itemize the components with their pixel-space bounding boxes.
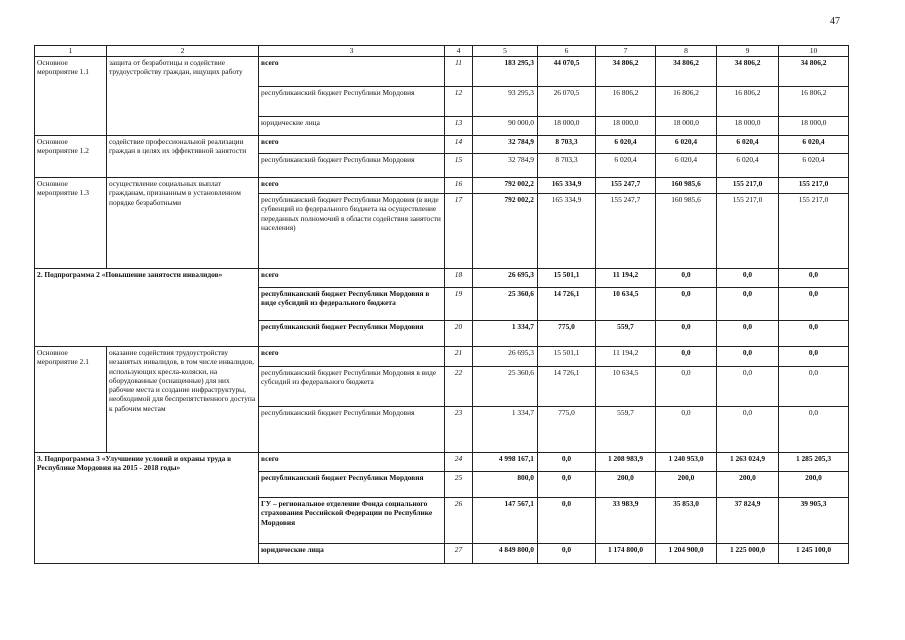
value-cell: 155 247,7 <box>596 194 656 269</box>
value-cell: 0,0 <box>717 269 779 288</box>
row-number: 13 <box>445 117 473 136</box>
value-cell: 16 806,2 <box>656 87 717 117</box>
value-cell: 15 501,1 <box>538 347 596 367</box>
value-cell: 6 020,4 <box>779 154 849 178</box>
value-cell: 14 726,1 <box>538 288 596 321</box>
value-cell: 1 225 000,0 <box>717 544 779 564</box>
value-cell: 8 703,3 <box>538 154 596 178</box>
funding-source: республиканский бюджет Республики Мордовия <box>259 407 445 453</box>
value-cell: 1 240 953,0 <box>656 453 717 472</box>
value-cell: 25 360,6 <box>473 288 538 321</box>
header-cell: 8 <box>656 46 717 57</box>
value-cell: 16 806,2 <box>596 87 656 117</box>
value-cell: 34 806,2 <box>779 57 849 87</box>
value-cell: 1 204 900,0 <box>656 544 717 564</box>
value-cell: 0,0 <box>717 407 779 453</box>
row-number: 27 <box>445 544 473 564</box>
value-cell: 155 247,7 <box>596 178 656 194</box>
value-cell: 1 285 205,3 <box>779 453 849 472</box>
value-cell: 0,0 <box>779 269 849 288</box>
funding-source: всего <box>259 178 445 194</box>
value-cell: 0,0 <box>656 347 717 367</box>
value-cell: 0,0 <box>717 367 779 407</box>
row-number: 20 <box>445 321 473 347</box>
table-row <box>35 178 849 194</box>
funding-source: всего <box>259 269 445 288</box>
value-cell: 6 020,4 <box>596 136 656 154</box>
value-cell: 183 295,3 <box>473 57 538 87</box>
row-number: 18 <box>445 269 473 288</box>
value-cell: 160 985,6 <box>656 178 717 194</box>
value-cell: 1 174 800,0 <box>596 544 656 564</box>
value-cell: 155 217,0 <box>779 178 849 194</box>
row-number: 15 <box>445 154 473 178</box>
value-cell: 6 020,4 <box>779 136 849 154</box>
funding-source: республиканский бюджет Республики Мордовия <box>259 472 445 498</box>
value-cell: 16 806,2 <box>779 87 849 117</box>
value-cell: 0,0 <box>538 453 596 472</box>
activity-description: содействие профессиональной реализации граждан в целях их эффективной занятости <box>107 136 259 178</box>
funding-source: всего <box>259 347 445 367</box>
value-cell: 200,0 <box>779 472 849 498</box>
value-cell: 33 983,9 <box>596 498 656 544</box>
value-cell: 200,0 <box>596 472 656 498</box>
value-cell: 18 000,0 <box>717 117 779 136</box>
row-number: 12 <box>445 87 473 117</box>
page-number: 47 <box>830 16 840 27</box>
value-cell: 34 806,2 <box>717 57 779 87</box>
header-row <box>35 46 849 57</box>
value-cell: 37 824,9 <box>717 498 779 544</box>
header-cell: 6 <box>538 46 596 57</box>
value-cell: 25 360,6 <box>473 367 538 407</box>
funding-source: республиканский бюджет Республики Мордовия <box>259 87 445 117</box>
value-cell: 39 905,3 <box>779 498 849 544</box>
value-cell: 0,0 <box>656 367 717 407</box>
subprogram-title: 2. Подпрограмма 2 «Повышение занятости инвалидов» <box>35 269 259 347</box>
funding-source: юридические лица <box>259 544 445 564</box>
activity-description: осуществление социальных выплат гражданам, признанным в установленном порядке безработными <box>107 178 259 269</box>
value-cell: 200,0 <box>717 472 779 498</box>
row-number: 17 <box>445 194 473 269</box>
value-cell: 775,0 <box>538 321 596 347</box>
value-cell: 6 020,4 <box>717 136 779 154</box>
row-number: 22 <box>445 367 473 407</box>
row-number: 14 <box>445 136 473 154</box>
value-cell: 6 020,4 <box>717 154 779 178</box>
value-cell: 0,0 <box>779 347 849 367</box>
value-cell: 0,0 <box>656 407 717 453</box>
value-cell: 6 020,4 <box>656 136 717 154</box>
activity-description: оказание содействия трудоустройству незанятых инвалидов, в том числе инвалидов, использующих кресла-коляски, на оборудованные (оснащенные) для них рабочие места и создание инфраструктуры, необходимой для беспрепятственного доступа к рабочим местам <box>107 347 259 453</box>
value-cell: 160 985,6 <box>656 194 717 269</box>
value-cell: 792 002,2 <box>473 178 538 194</box>
value-cell: 26 070,5 <box>538 87 596 117</box>
funding-source: республиканский бюджет Республики Мордовия (в виде субвенций из федерального бюджета на осуществление переданных полномочий в области содействия занятости населения) <box>259 194 445 269</box>
value-cell: 6 020,4 <box>596 154 656 178</box>
funding-source: всего <box>259 453 445 472</box>
table-row <box>35 57 849 87</box>
header-cell: 2 <box>107 46 259 57</box>
header-cell: 7 <box>596 46 656 57</box>
value-cell: 32 784,9 <box>473 136 538 154</box>
value-cell: 26 695,3 <box>473 269 538 288</box>
value-cell: 26 695,3 <box>473 347 538 367</box>
activity-code: Основное мероприятие 2.1 <box>35 347 107 453</box>
value-cell: 34 806,2 <box>596 57 656 87</box>
header-cell: 10 <box>779 46 849 57</box>
value-cell: 0,0 <box>779 407 849 453</box>
row-number: 11 <box>445 57 473 87</box>
row-number: 16 <box>445 178 473 194</box>
funding-source: республиканский бюджет Республики Мордовия в виде субсидий из федерального бюджета <box>259 288 445 321</box>
value-cell: 18 000,0 <box>779 117 849 136</box>
value-cell: 800,0 <box>473 472 538 498</box>
funding-source: республиканский бюджет Республики Мордовия <box>259 154 445 178</box>
value-cell: 8 703,3 <box>538 136 596 154</box>
header-cell: 3 <box>259 46 445 57</box>
value-cell: 0,0 <box>656 321 717 347</box>
value-cell: 18 000,0 <box>656 117 717 136</box>
value-cell: 155 217,0 <box>717 178 779 194</box>
value-cell: 18 000,0 <box>538 117 596 136</box>
value-cell: 1 245 100,0 <box>779 544 849 564</box>
value-cell: 93 295,3 <box>473 87 538 117</box>
activity-code: Основное мероприятие 1.2 <box>35 136 107 178</box>
value-cell: 4 849 800,0 <box>473 544 538 564</box>
value-cell: 0,0 <box>717 288 779 321</box>
subprogram-title: 3. Подпрограмма 3 «Улучшение условий и охраны труда в Республике Мордовия на 2015 - 2018 годы» <box>35 453 259 564</box>
row-number: 19 <box>445 288 473 321</box>
value-cell: 35 853,0 <box>656 498 717 544</box>
value-cell: 0,0 <box>779 367 849 407</box>
table-row <box>35 347 849 367</box>
value-cell: 559,7 <box>596 321 656 347</box>
value-cell: 15 501,1 <box>538 269 596 288</box>
value-cell: 0,0 <box>538 498 596 544</box>
value-cell: 1 334,7 <box>473 407 538 453</box>
header-cell: 1 <box>35 46 107 57</box>
row-number: 21 <box>445 347 473 367</box>
activity-description: защита от безработицы и содействие трудоустройству граждан, ищущих работу <box>107 57 259 136</box>
value-cell: 34 806,2 <box>656 57 717 87</box>
table-row <box>35 453 849 472</box>
funding-source: юридические лица <box>259 117 445 136</box>
value-cell: 165 334,9 <box>538 178 596 194</box>
value-cell: 792 002,2 <box>473 194 538 269</box>
funding-table <box>34 45 849 564</box>
value-cell: 165 334,9 <box>538 194 596 269</box>
funding-source: ГУ – региональное отделение Фонда социального страхования Российской Федерации по Республике Мордовия <box>259 498 445 544</box>
value-cell: 775,0 <box>538 407 596 453</box>
activity-code: Основное мероприятие 1.1 <box>35 57 107 136</box>
value-cell: 0,0 <box>717 321 779 347</box>
value-cell: 11 194,2 <box>596 269 656 288</box>
row-number: 25 <box>445 472 473 498</box>
header-cell: 4 <box>445 46 473 57</box>
value-cell: 10 634,5 <box>596 367 656 407</box>
funding-source: всего <box>259 57 445 87</box>
value-cell: 147 567,1 <box>473 498 538 544</box>
table-row <box>35 136 849 154</box>
value-cell: 10 634,5 <box>596 288 656 321</box>
value-cell: 0,0 <box>656 288 717 321</box>
funding-source: республиканский бюджет Республики Мордовия в виде субсидий из федерального бюджета <box>259 367 445 407</box>
value-cell: 559,7 <box>596 407 656 453</box>
value-cell: 155 217,0 <box>779 194 849 269</box>
funding-source: всего <box>259 136 445 154</box>
value-cell: 1 208 983,9 <box>596 453 656 472</box>
value-cell: 0,0 <box>779 288 849 321</box>
value-cell: 18 000,0 <box>596 117 656 136</box>
value-cell: 4 998 167,1 <box>473 453 538 472</box>
value-cell: 6 020,4 <box>656 154 717 178</box>
value-cell: 0,0 <box>717 347 779 367</box>
value-cell: 16 806,2 <box>717 87 779 117</box>
activity-code: Основное мероприятие 1.3 <box>35 178 107 269</box>
value-cell: 0,0 <box>538 544 596 564</box>
value-cell: 0,0 <box>538 472 596 498</box>
value-cell: 1 334,7 <box>473 321 538 347</box>
header-cell: 9 <box>717 46 779 57</box>
value-cell: 44 070,5 <box>538 57 596 87</box>
funding-source: республиканский бюджет Республики Мордовия <box>259 321 445 347</box>
row-number: 23 <box>445 407 473 453</box>
value-cell: 90 000,0 <box>473 117 538 136</box>
value-cell: 1 263 024,9 <box>717 453 779 472</box>
value-cell: 11 194,2 <box>596 347 656 367</box>
table-row <box>35 269 849 288</box>
value-cell: 155 217,0 <box>717 194 779 269</box>
row-number: 26 <box>445 498 473 544</box>
value-cell: 14 726,1 <box>538 367 596 407</box>
value-cell: 0,0 <box>656 269 717 288</box>
value-cell: 0,0 <box>779 321 849 347</box>
value-cell: 200,0 <box>656 472 717 498</box>
header-cell: 5 <box>473 46 538 57</box>
row-number: 24 <box>445 453 473 472</box>
value-cell: 32 784,9 <box>473 154 538 178</box>
